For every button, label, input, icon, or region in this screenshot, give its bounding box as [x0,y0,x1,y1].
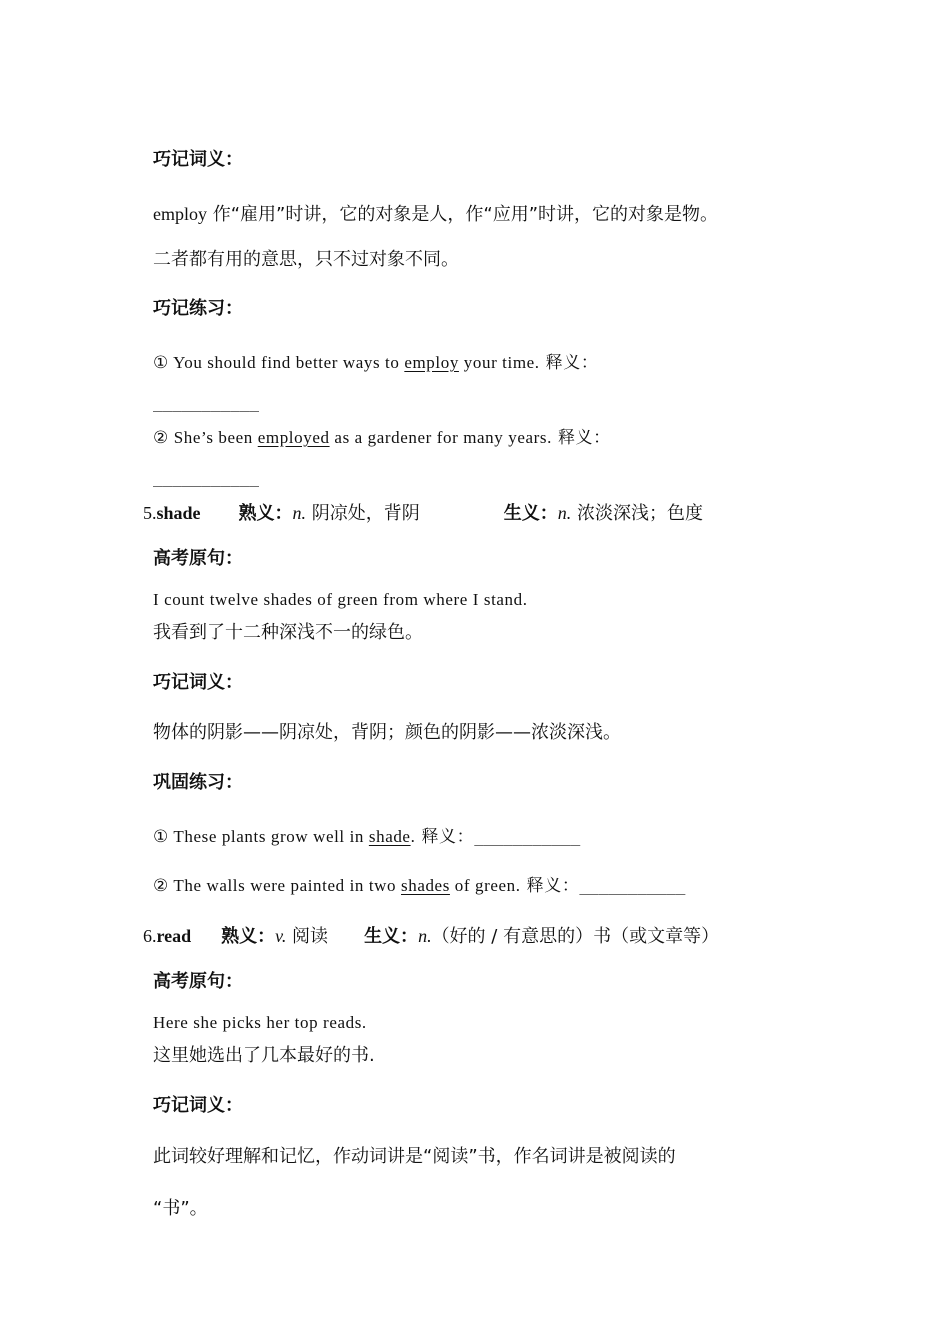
new-meaning-label: 生义： [364,926,419,947]
familiar-meaning-label: 熟义： [238,503,293,524]
meaning-label: 释义： [551,428,611,448]
new-meaning: （好的 / 有意思的）书（或文章等） [431,926,720,947]
exercise-sentence-start: These plants grow well in [168,827,369,846]
source-sentence-english: Here she picks her top reads. [153,1013,367,1032]
exercise-number: ① [153,353,169,372]
practice-heading: 巩固练习： [153,772,243,793]
answer-blank[interactable]: ___________ [153,468,259,487]
memory-heading: 巧记词义： [153,149,243,170]
word-entry-shade [143,504,703,523]
memory-text-line: “书”。 [153,1198,208,1219]
familiar-meaning: 阅读 [286,926,329,947]
word-number: 6. [143,926,157,946]
practice-exercise [153,429,611,447]
exercise-number: ② [153,876,169,895]
answer-blank[interactable]: ___________ [579,876,686,895]
meaning-label: 释义： [520,876,580,896]
memory-explanation: 作“雇用”时讲，它的对象是人，作“应用”时讲，它的对象是物。 [207,204,719,225]
memory-text-line [153,205,718,224]
headword: shade [156,503,201,523]
new-meaning: 浓淡深浅；色度 [571,503,703,524]
english-term: employ [153,204,207,224]
practice-heading: 巧记练习： [153,298,243,319]
memory-text-line: 物体的阴影——阴凉处，背阴；颜色的阴影——浓淡深浅。 [153,722,621,743]
answer-blank[interactable]: ___________ [153,393,259,412]
exercise-sentence-end: as a gardener for many years. [329,428,552,447]
source-sentence-heading: 高考原句： [153,971,243,992]
meaning-label: 释义： [415,827,475,847]
exercise-sentence-start: The walls were painted in two [168,876,401,895]
meaning-label: 释义： [539,353,599,373]
part-of-speech: n. [557,503,572,523]
target-word: shade [368,827,411,846]
target-word: employed [257,428,330,447]
source-sentence-heading: 高考原句： [153,548,243,569]
exercise-sentence-end: . [410,827,416,846]
practice-exercise [153,354,598,372]
answer-blank[interactable]: ___________ [474,827,581,846]
exercise-sentence-end: of green. [449,876,521,895]
practice-exercise [153,877,685,895]
headword: read [156,926,192,946]
source-sentence-english: I count twelve shades of green from where I stand. [153,590,528,609]
familiar-meaning-label: 熟义： [221,926,276,947]
target-word: shades [401,876,450,895]
memory-text-line: 此词较好理解和记忆，作动词讲是“阅读”书，作名词讲是被阅读的 [153,1146,676,1167]
memory-heading: 巧记词义： [153,672,243,693]
exercise-number: ① [153,827,169,846]
word-entry-read [143,927,719,946]
part-of-speech: v. [275,926,287,946]
exercise-sentence-start: You should find better ways to [168,353,405,372]
familiar-meaning: 阴凉处，背阴 [306,503,420,524]
part-of-speech: n. [418,926,432,946]
part-of-speech: n. [292,503,307,523]
memory-text-line: 二者都有用的意思，只不过对象不同。 [153,249,459,270]
target-word: employ [404,353,459,372]
practice-exercise [153,828,580,846]
source-sentence-translation: 我看到了十二种深浅不一的绿色。 [153,622,423,643]
word-number: 5. [143,503,157,523]
exercise-sentence-start: She’s been [168,428,258,447]
exercise-sentence-end: your time. [458,353,540,372]
exercise-number: ② [153,428,169,447]
new-meaning-label: 生义： [503,503,558,524]
source-sentence-translation: 这里她选出了几本最好的书. [153,1045,375,1066]
memory-heading: 巧记词义： [153,1095,243,1116]
